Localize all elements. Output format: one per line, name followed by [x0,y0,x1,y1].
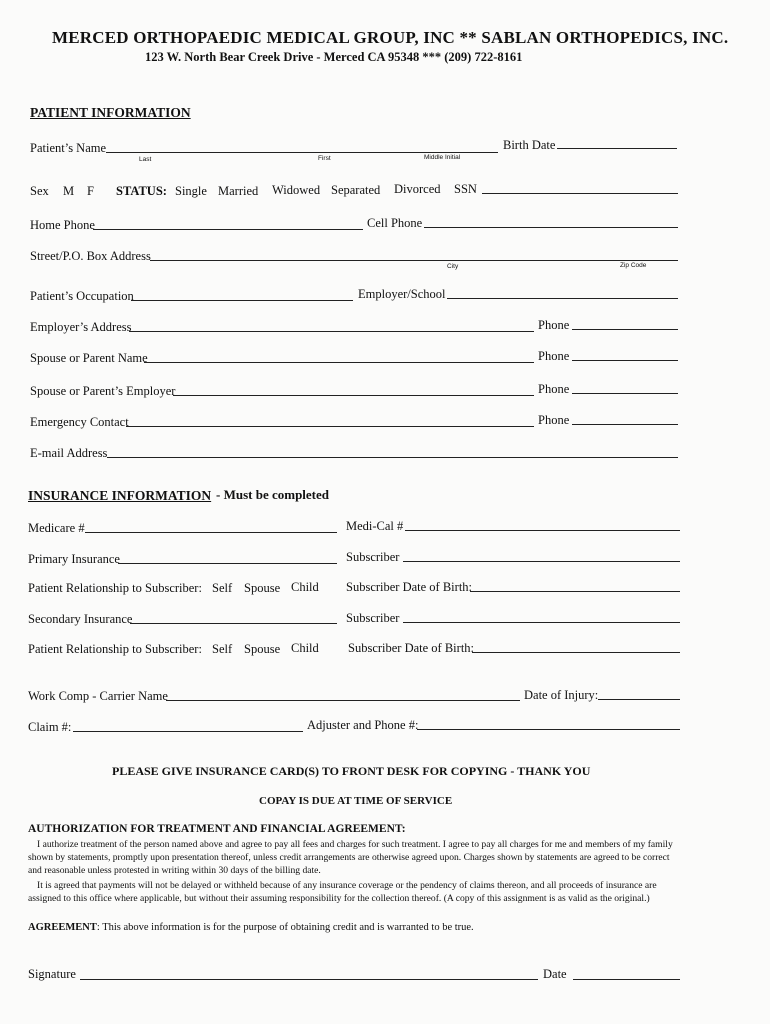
spouse-employer-phone-label: Phone [538,382,570,396]
secondary-relationship-child[interactable]: Child [291,641,319,655]
status-label: STATUS: [116,184,167,198]
primary-relationship-label: Patient Relationship to Subscriber: [28,581,202,595]
work-comp-field[interactable] [166,700,520,701]
adjuster-field[interactable] [417,729,680,730]
emergency-contact-field[interactable] [126,426,534,427]
spouse-employer-phone-field[interactable] [572,393,678,394]
occupation-label: Patient’s Occupation [30,289,134,303]
adjuster-label: Adjuster and Phone #: [307,718,419,732]
home-phone-label: Home Phone [30,218,95,232]
signature-field[interactable] [80,979,538,980]
signature-date-label: Date [543,967,567,981]
secondary-insurance-label: Secondary Insurance [28,612,133,626]
email-field[interactable] [107,457,678,458]
date-of-injury-field[interactable] [598,699,680,700]
copay-notice: COPAY IS DUE AT TIME OF SERVICE [259,795,453,807]
medicare-label: Medicare # [28,521,85,535]
agreement-line [28,921,683,934]
primary-subscriber-field[interactable] [403,561,680,562]
secondary-sub-dob-field[interactable] [472,652,680,653]
employer-phone-label: Phone [538,318,570,332]
agreement-text: : This above information is for the purpose of obtaining credit and is warranted to be true. [96,922,474,933]
employer-school-label: Employer/School [358,287,446,301]
cell-phone-field[interactable] [424,227,678,228]
insurance-card-notice: PLEASE GIVE INSURANCE CARD(S) TO FRONT DESK FOR COPYING - THANK YOU [112,764,591,778]
secondary-relationship-self[interactable]: Self [212,642,233,656]
street-address-label: Street/P.O. Box Address [30,249,151,263]
emergency-phone-field[interactable] [572,424,678,425]
last-hint: Last [139,156,152,163]
patient-section-title: PATIENT INFORMATION [30,105,191,120]
occupation-field[interactable] [131,300,353,301]
secondary-subscriber-label: Subscriber [346,611,400,625]
status-separated-option[interactable]: Separated [331,183,381,197]
status-divorced-option[interactable]: Divorced [394,182,441,196]
middle-initial-hint: Middle Initial [424,154,461,161]
insurance-section-title: INSURANCE INFORMATION [28,488,212,503]
status-single-option[interactable]: Single [175,184,207,198]
ssn-field[interactable] [482,193,678,194]
primary-sub-dob-label: Subscriber Date of Birth: [346,580,473,594]
employer-phone-field[interactable] [572,329,678,330]
primary-insurance-label: Primary Insurance [28,552,120,566]
primary-relationship-spouse[interactable]: Spouse [244,581,281,595]
spouse-phone-label: Phone [538,349,570,363]
work-comp-label: Work Comp - Carrier Name [28,689,168,703]
home-phone-field[interactable] [93,229,363,230]
clinic-address: 123 W. North Bear Creek Drive - Merced CA 95348 *** (209) 722-8161 [145,50,523,64]
primary-insurance-field[interactable] [118,563,337,564]
authorization-title: AUTHORIZATION FOR TREATMENT AND FINANCIAL AGREEMENT: [28,823,406,835]
employer-address-field[interactable] [129,331,534,332]
medi-cal-field[interactable] [405,530,680,531]
sex-f-option[interactable]: F [87,184,94,198]
first-hint: First [318,155,331,162]
street-address-field[interactable] [150,260,678,261]
patient-name-label: Patient’s Name [30,141,107,155]
date-of-injury-label: Date of Injury: [524,688,599,702]
secondary-sub-dob-label: Subscriber Date of Birth: [348,641,475,655]
agreement-label: AGREEMENT [28,922,97,933]
ssn-label: SSN [454,182,477,196]
spouse-name-field[interactable] [144,362,534,363]
status-married-option[interactable]: Married [218,184,259,198]
claim-label: Claim #: [28,720,72,734]
spouse-name-label: Spouse or Parent Name [30,351,148,365]
clinic-title: MERCED ORTHOPAEDIC MEDICAL GROUP, INC ** SABLAN ORTHOPEDICS, INC. [52,28,729,47]
city-hint: City [447,263,459,270]
signature-label: Signature [28,967,76,981]
signature-date-field[interactable] [573,979,680,980]
primary-relationship-child[interactable]: Child [291,580,319,594]
email-label: E-mail Address [30,446,108,460]
sex-m-option[interactable]: M [63,184,75,198]
emergency-phone-label: Phone [538,413,570,427]
emergency-contact-label: Emergency Contact [30,415,129,429]
medicare-field[interactable] [85,532,337,533]
spouse-phone-field[interactable] [572,360,678,361]
primary-sub-dob-field[interactable] [470,591,680,592]
secondary-subscriber-field[interactable] [403,622,680,623]
cell-phone-label: Cell Phone [367,216,423,230]
patient-name-field[interactable] [106,152,498,153]
authorization-paragraph-2: It is agreed that payments will not be delayed or withheld because of any insurance coverage or the pendency of claims thereon, and all proceeds of insurance are assigned to this office where applicable, but without their assuming responsibility for the collection thereof. (A copy of this assignment is as valid as the original.) [28,880,657,904]
secondary-relationship-spouse[interactable]: Spouse [244,642,281,656]
employer-address-label: Employer’s Address [30,320,132,334]
claim-field[interactable] [73,731,303,732]
spouse-employer-field[interactable] [173,395,534,396]
sex-label: Sex [30,184,49,198]
authorization-paragraph-1: I authorize treatment of the person named above and agree to pay all fees and charges for such treatment. I agree to pay all charges for me and members of my family shown by statements, promptly upon presentation thereof, unless credit arrangements are otherwise agreed upon. Charges shown by statements are agreed to be correct and reasonable unless protested in writing within 30 days of the billing date. [28,839,673,876]
primary-subscriber-label: Subscriber [346,550,400,564]
medi-cal-label: Medi-Cal # [346,519,404,533]
primary-relationship-self[interactable]: Self [212,581,233,595]
birth-date-label: Birth Date [503,138,556,152]
zip-hint: Zip Code [620,262,647,269]
must-be-completed-note: - Must be completed [216,487,330,502]
spouse-employer-label: Spouse or Parent’s Employer [30,384,176,398]
employer-school-field[interactable] [447,298,678,299]
birth-date-field[interactable] [557,148,677,149]
status-widowed-option[interactable]: Widowed [272,183,321,197]
secondary-relationship-label: Patient Relationship to Subscriber: [28,642,202,656]
secondary-insurance-field[interactable] [130,623,337,624]
